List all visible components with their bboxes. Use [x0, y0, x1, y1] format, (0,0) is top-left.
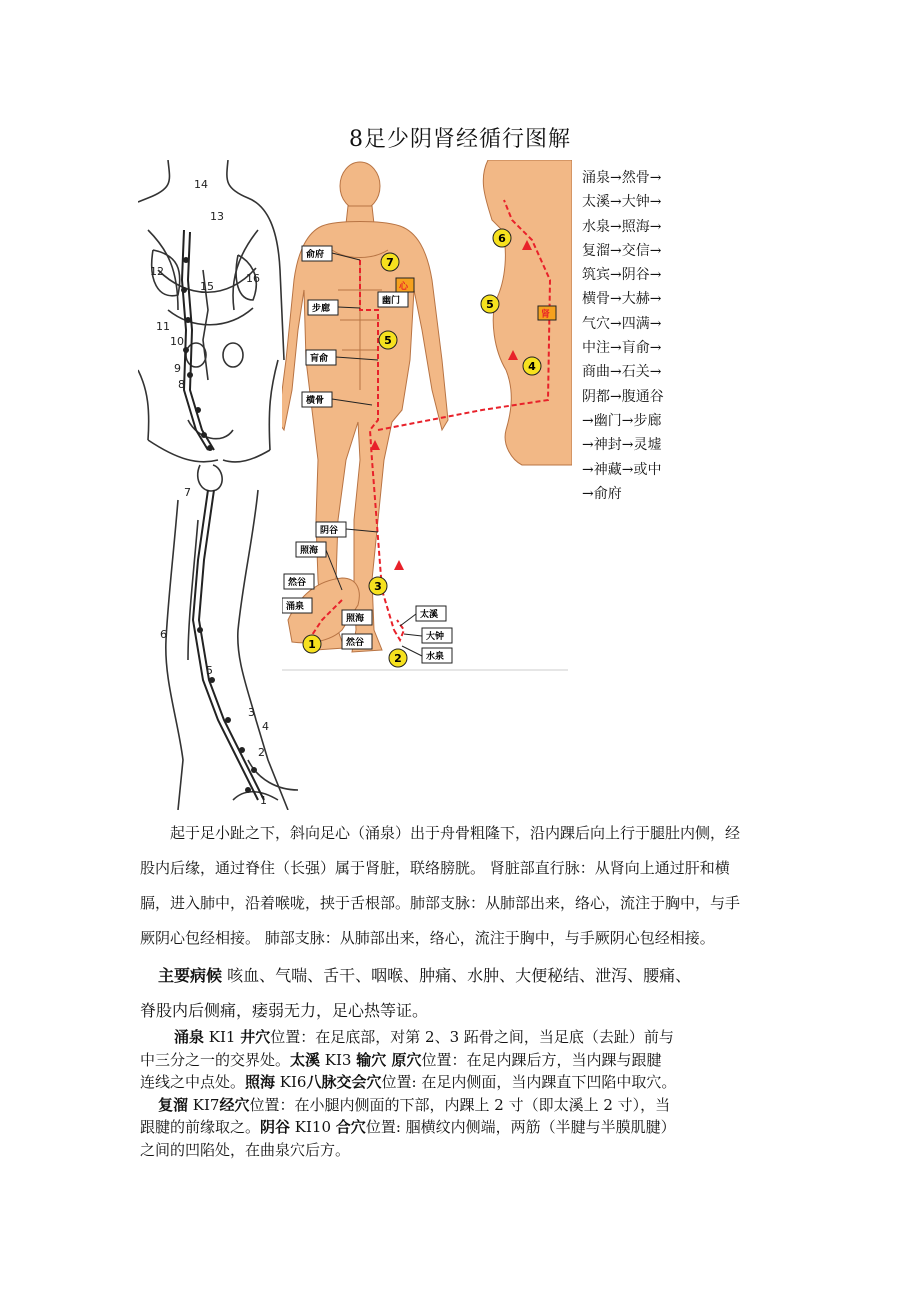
svg-text:5: 5 — [384, 334, 392, 347]
point-circle-2 — [389, 649, 407, 667]
route-line: 水泉→照海→ — [582, 218, 662, 235]
left-number: 16 — [246, 272, 260, 285]
svg-text:肾: 肾 — [541, 310, 551, 320]
svg-text:太溪: 太溪 — [420, 610, 439, 620]
label-dazhong — [404, 628, 452, 643]
page-title: 8足少阴肾经循行图解 — [349, 127, 571, 152]
left-number: 11 — [156, 320, 170, 333]
acupoint-details: 涌泉 KI1 井穴位置：在足底部，对第 2、3 跖骨之间，当足底（去趾）前与 中三分之一的交界处。太溪 KI3 输穴 原穴位置：在足内踝后方，当内踝与跟腱 连线之中点处。照海 KI6八脉交会穴位置: 在足内侧面，当内踝直下凹陷中取穴。 复溜 KI7经穴位置：在小腿内侧面的下部，内踝上 2 寸（即太溪上 2 寸），当 跟腱的前缘取之。阴谷 KI10 合穴位置: 腘横纹内侧端，两筋（半腱与半膜肌腱） 之间的凹陷处，在曲泉穴后方。 — [140, 1028, 677, 1159]
svg-text:阴谷: 阴谷 — [320, 526, 339, 536]
route-line: →幽门→步廊 — [582, 412, 662, 429]
body-outline-svg — [138, 160, 298, 810]
left-number: 2 — [258, 746, 265, 759]
body-figure-svg — [282, 160, 572, 672]
description-line: 起于足小趾之下，斜向足心（涌泉）出于舟骨粗隆下，沿内踝后向上行于腿肚内侧，经 — [170, 824, 741, 842]
acupoint-route-list — [582, 166, 664, 506]
route-line: 商曲→石关→ — [582, 364, 662, 381]
description-line: 厥阴心包经相接。 肺部支脉：从肺部出来，络心，流注于胸中，与手厥阴心包经相接。 — [140, 929, 715, 947]
svg-text:6: 6 — [498, 232, 506, 245]
svg-text:照海: 照海 — [346, 614, 365, 624]
pathway-description — [140, 816, 788, 956]
left-number: 12 — [150, 265, 164, 278]
meridian-line-drawing — [138, 160, 298, 810]
left-number: 13 — [210, 210, 224, 223]
point-circle-5 — [379, 331, 397, 349]
svg-text:5: 5 — [486, 298, 494, 311]
svg-text:然谷: 然谷 — [288, 578, 307, 588]
svg-text:3: 3 — [374, 580, 382, 593]
svg-text:心: 心 — [399, 282, 409, 292]
main-symptoms — [140, 958, 788, 1028]
route-line: 横骨→大赫→ — [582, 291, 662, 308]
svg-text:幽门: 幽门 — [382, 296, 401, 306]
side-circle-6 — [493, 229, 511, 247]
svg-text:1: 1 — [308, 638, 316, 651]
route-line: 太溪→大钟→ — [582, 194, 662, 211]
point-circle-4-unused — [282, 160, 286, 163]
route-line: →俞府 — [582, 485, 622, 502]
left-number: 3 — [248, 706, 255, 719]
point-circle-1 — [303, 635, 321, 653]
label-rangu-1 — [284, 574, 314, 589]
label-yongquan — [282, 598, 312, 613]
svg-text:水泉: 水泉 — [426, 652, 445, 662]
label-rangu-2 — [342, 634, 372, 649]
svg-text:俞府: 俞府 — [306, 250, 325, 260]
left-number: 6 — [160, 628, 167, 641]
left-number: 10 — [170, 335, 184, 348]
left-number: 1 — [260, 794, 267, 807]
left-number: 9 — [174, 362, 181, 375]
svg-text:7: 7 — [386, 256, 394, 269]
route-line: →神藏→或中 — [582, 461, 662, 478]
point-circle-7 — [381, 253, 399, 271]
point-name: 涌泉 — [174, 1028, 205, 1046]
side-circle-5 — [481, 295, 499, 313]
description-line: 股内后缘，通过脊住（长强）属于肾脏，联络膀胱。 肾脏部直行脉：从肾向上通过肝和横 — [140, 859, 730, 877]
label-shuiquan — [402, 646, 452, 663]
side-circle-4 — [523, 357, 541, 375]
point-name: 照海 — [245, 1073, 276, 1091]
svg-text:涌泉: 涌泉 — [286, 602, 305, 612]
svg-text:横骨: 横骨 — [306, 396, 325, 406]
label-youmen — [378, 292, 408, 307]
description-line: 膈，进入肺中，沿着喉咙，挟于舌根部。肺部支脉：从肺部出来，络心，流注于胸中，与手 — [140, 894, 741, 912]
route-line: 复溜→交信→ — [582, 242, 662, 259]
left-number: 8 — [178, 378, 185, 391]
label-heart — [396, 278, 414, 292]
route-line: 涌泉→然骨→ — [582, 170, 662, 186]
route-line: →神封→灵墟 — [582, 437, 662, 454]
meridian-color-illustration — [282, 160, 572, 672]
svg-text:步廊: 步廊 — [312, 304, 331, 314]
left-number: 7 — [184, 486, 191, 499]
svg-text:2: 2 — [394, 652, 402, 665]
svg-text:4: 4 — [528, 360, 536, 373]
route-line: 中注→肓俞→ — [582, 340, 662, 357]
point-name: 阴谷 — [260, 1118, 291, 1136]
symptoms-text: 咳血、气喘、舌干、咽喉、肿痛、水肿、大便秘结、泄泻、腰痛、 — [222, 966, 692, 985]
svg-text:大钟: 大钟 — [426, 632, 445, 642]
point-name: 太溪 — [290, 1050, 321, 1069]
route-line: 阴都→腹通谷 — [582, 388, 664, 405]
label-taixi — [400, 606, 446, 626]
point-name: 复溜 — [158, 1095, 189, 1114]
svg-text:照海: 照海 — [300, 546, 319, 556]
symptoms-text-2: 脊股内后侧痛，痿弱无力，足心热等证。 — [140, 1001, 429, 1020]
left-number: 4 — [262, 720, 269, 733]
route-line: 筑宾→阴谷→ — [582, 267, 662, 284]
label-zhaohai-2 — [342, 610, 372, 625]
point-circle-3 — [369, 577, 387, 595]
label-kidney — [538, 306, 556, 320]
svg-text:然谷: 然谷 — [346, 638, 365, 648]
left-number: 15 — [200, 280, 214, 293]
svg-text:肓俞: 肓俞 — [310, 354, 329, 364]
route-line: 气穴→四满→ — [582, 315, 662, 332]
left-number: 14 — [194, 178, 208, 191]
left-number: 5 — [206, 664, 213, 677]
symptoms-heading: 主要病候 — [158, 966, 223, 985]
